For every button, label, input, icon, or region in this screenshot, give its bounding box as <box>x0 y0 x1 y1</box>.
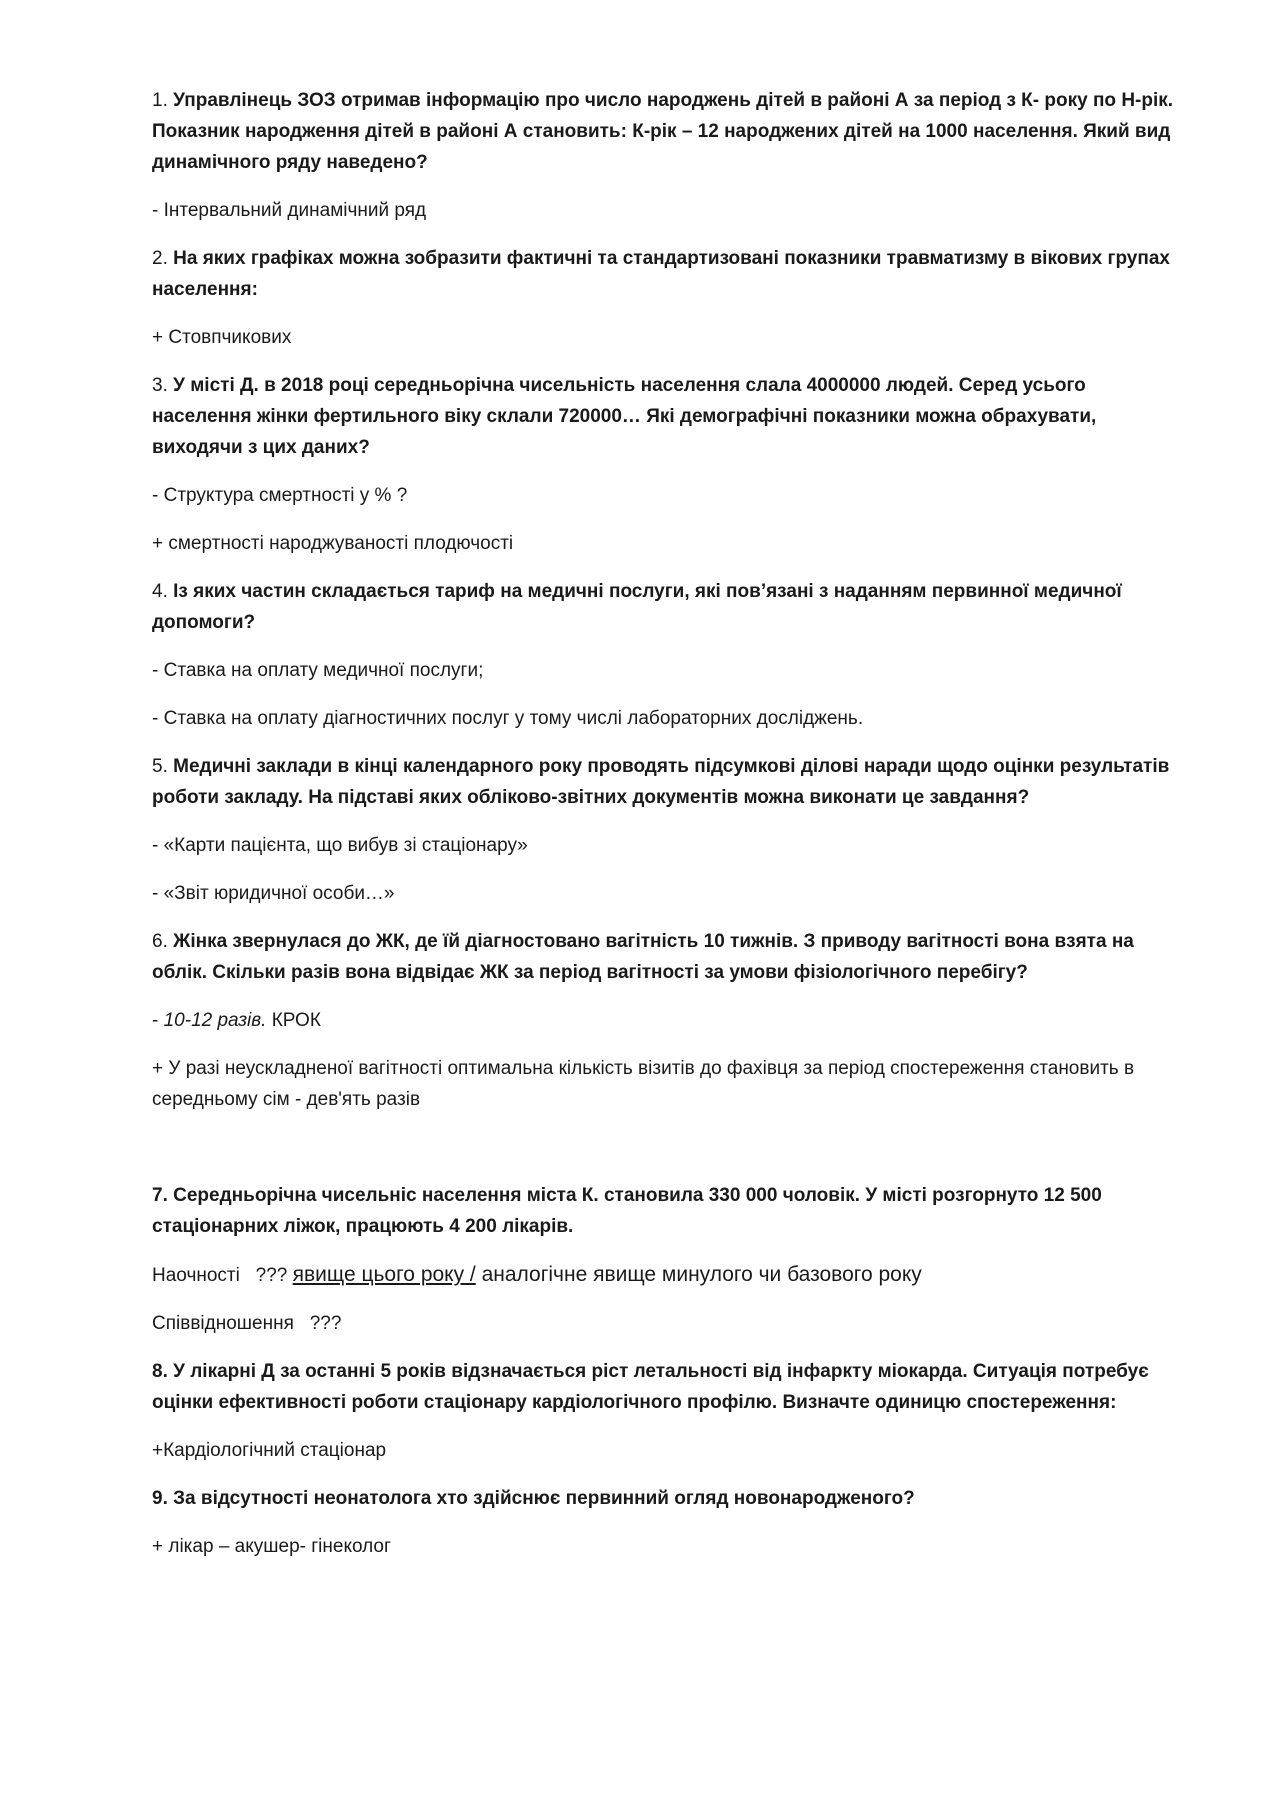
answer-line <box>152 1005 1180 1036</box>
question-text: Управлінець ЗОЗ отримав інформацію про число народжень дітей в районі А за період з К- року по Н-рік. Показник народження дітей в районі А становить: К-рік – 12 народжених дітей на 1000 населення. Який вид динамічного ряду наведено? <box>152 90 1174 173</box>
question-text: У лікарні Д за останні 5 років відзначається ріст летальності від інфаркту міокарда. Ситуація потребує оцінки ефективності роботи стаціонару кардіологічного профілю. Визначте одиницю спостереження: <box>152 1361 1149 1413</box>
answer-underlined: явище цього року / <box>292 1263 476 1286</box>
answer-line: - «Звіт юридичної особи…» <box>152 883 395 904</box>
answer-line: - «Карти пацієнта, що вибув зі стаціонару» <box>152 835 528 856</box>
answer-part: Наочності ??? <box>152 1265 293 1286</box>
answer-line: + Стовпчикових <box>152 327 292 348</box>
question-number: 5. <box>152 756 168 777</box>
question-9 <box>152 1483 1180 1514</box>
question-number: 4. <box>152 581 168 602</box>
answer-line: - Структура смертності у % ? <box>152 485 408 506</box>
question-text: Із яких частин складається тариф на медичні послуги, які пов’язані з наданням первинної медичної допомоги? <box>152 581 1122 633</box>
answer-suffix: КРОК <box>266 1010 321 1031</box>
question-number: 9. <box>152 1488 168 1509</box>
answer-line: + смертності народжуваності плодючості <box>152 533 514 554</box>
question-text: За відсутності неонатолога хто здійснює первинний огляд новонародженого? <box>173 1488 915 1509</box>
answer-line: - Інтервальний динамічний ряд <box>152 200 427 221</box>
answer-line: + У разі неускладненої вагітності оптимальна кількість візитів до фахівця за період спостереження становить в середньому сім - дев'ять разів <box>152 1058 1135 1110</box>
answer-line: - Ставка на оплату медичної послуги; <box>152 660 484 681</box>
question-4 <box>152 576 1180 638</box>
question-7 <box>152 1180 1180 1242</box>
answer-line: + лікар – акушер- гінеколог <box>152 1536 391 1557</box>
question-2 <box>152 243 1180 305</box>
question-text: У місті Д. в 2018 році середньорічна чисельність населення слала 4000000 людей. Серед усього населення жінки фертильного віку склали 720000… Які демографічні показники можна обрахувати, виходячи з цих даних? <box>152 375 1097 458</box>
question-text: Медичні заклади в кінці календарного року проводять підсумкові ділові наради щодо оцінки результатів роботи закладу. На підставі яких обліково-звітних документів можна виконати це завдання? <box>152 756 1170 808</box>
question-number: 1. <box>152 90 168 111</box>
question-number: 2. <box>152 248 168 269</box>
blank-space <box>152 1132 1180 1180</box>
answer-line: Співвідношення ??? <box>152 1313 342 1334</box>
answer-line <box>152 1259 1180 1291</box>
question-3 <box>152 370 1180 463</box>
question-number: 7. <box>152 1185 168 1206</box>
question-number: 6. <box>152 931 168 952</box>
question-number: 8. <box>152 1361 168 1382</box>
answer-part: аналогічне явище минулого чи базового року <box>475 1263 922 1286</box>
question-number: 3. <box>152 375 168 396</box>
question-text: На яких графіках можна зобразити фактичні та стандартизовані показники травматизму в вікових групах населення: <box>152 248 1170 300</box>
answer-prefix: - <box>152 1010 164 1031</box>
question-5 <box>152 751 1180 813</box>
question-text: Середньорічна чисельніс населення міста К. становила 330 000 чоловік. У місті розгорнуто 12 500 стаціонарних ліжок, працюють 4 200 лікарів. <box>152 1185 1102 1237</box>
answer-italic: 10-12 разів. <box>163 1010 267 1031</box>
answer-line: +Кардіологічний стаціонар <box>152 1440 387 1461</box>
question-text: Жінка звернулася до ЖК, де їй діагностовано вагітність 10 тижнів. З приводу вагітності вона взята на облік. Скільки разів вона відвідає ЖК за період вагітності за умови фізіологічного перебігу? <box>152 931 1134 983</box>
question-6 <box>152 926 1180 988</box>
answer-line: - Ставка на оплату діагностичних послуг у тому числі лабораторних досліджень. <box>152 708 864 729</box>
question-8 <box>152 1356 1180 1418</box>
question-1 <box>152 85 1180 178</box>
